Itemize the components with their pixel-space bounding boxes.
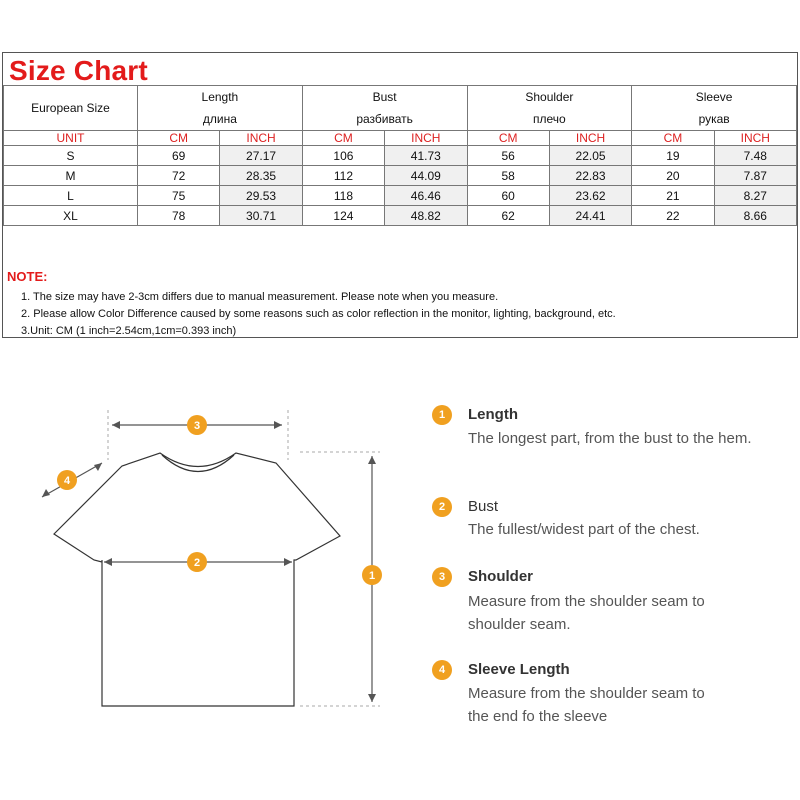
marker-2-label: 2 bbox=[193, 557, 201, 569]
table-row bbox=[4, 206, 797, 226]
unit-inch: INCH bbox=[385, 131, 467, 146]
value-cell: 48.82 bbox=[385, 206, 467, 226]
legend-desc: The longest part, from the bust to the hem. bbox=[468, 430, 752, 447]
badge-2: 2 bbox=[432, 497, 452, 517]
table-row bbox=[4, 146, 797, 166]
size-chart-panel bbox=[2, 52, 798, 338]
value-cell: 30.71 bbox=[220, 206, 302, 226]
size-cell: XL bbox=[4, 206, 138, 226]
arrowhead bbox=[112, 421, 120, 429]
unit-cm: CM bbox=[632, 131, 714, 146]
value-cell: 60 bbox=[467, 186, 549, 206]
value-cell: 58 bbox=[467, 166, 549, 186]
badge-3: 3 bbox=[432, 567, 452, 587]
value-cell: 8.66 bbox=[714, 206, 796, 226]
legend-title: Shoulder bbox=[468, 568, 534, 585]
marker-4-label: 4 bbox=[63, 475, 71, 487]
badge-1: 1 bbox=[432, 405, 452, 425]
marker-1-label: 1 bbox=[368, 570, 376, 582]
value-cell: 78 bbox=[138, 206, 220, 226]
header-length: Length длина bbox=[138, 86, 303, 131]
value-cell: 21 bbox=[632, 186, 714, 206]
value-cell: 8.27 bbox=[714, 186, 796, 206]
value-cell: 56 bbox=[467, 146, 549, 166]
value-cell: 19 bbox=[632, 146, 714, 166]
legend-title: Sleeve Length bbox=[468, 661, 570, 678]
value-cell: 29.53 bbox=[220, 186, 302, 206]
marker-3-label: 3 bbox=[193, 420, 201, 432]
value-cell: 69 bbox=[138, 146, 220, 166]
value-cell: 118 bbox=[302, 186, 384, 206]
legend-desc: Measure from the shoulder seam to the end fo the sleeve bbox=[468, 685, 705, 725]
legend-title: Bust bbox=[468, 498, 499, 515]
unit-label: UNIT bbox=[4, 131, 138, 146]
value-cell: 7.87 bbox=[714, 166, 796, 186]
value-cell: 106 bbox=[302, 146, 384, 166]
badge-4: 4 bbox=[432, 660, 452, 680]
legend-title: Length bbox=[468, 406, 518, 423]
value-cell: 44.09 bbox=[385, 166, 467, 186]
unit-inch: INCH bbox=[549, 131, 631, 146]
value-cell: 20 bbox=[632, 166, 714, 186]
notes-title: NOTE: bbox=[7, 269, 48, 284]
value-cell: 124 bbox=[302, 206, 384, 226]
header-shoulder: Shoulder плечо bbox=[467, 86, 632, 131]
unit-inch: INCH bbox=[220, 131, 302, 146]
header-sleeve: Sleeve рукав bbox=[632, 86, 797, 131]
note-line: 2. Please allow Color Difference caused by some reasons such as color reflection in the monitor, lighting, background, etc. bbox=[21, 308, 616, 320]
legend-desc: Measure from the shoulder seam to shoulder seam. bbox=[468, 593, 705, 633]
tshirt-outline bbox=[54, 453, 340, 706]
size-cell: M bbox=[4, 166, 138, 186]
value-cell: 41.73 bbox=[385, 146, 467, 166]
size-chart-title: Size Chart bbox=[9, 55, 148, 86]
header-bust: Bust разбивать bbox=[302, 86, 467, 131]
corner-header: European Size bbox=[4, 86, 138, 131]
value-cell: 7.48 bbox=[714, 146, 796, 166]
unit-cm: CM bbox=[467, 131, 549, 146]
value-cell: 46.46 bbox=[385, 186, 467, 206]
arrowhead bbox=[274, 421, 282, 429]
value-cell: 22.83 bbox=[549, 166, 631, 186]
value-cell: 24.41 bbox=[549, 206, 631, 226]
table-row bbox=[4, 166, 797, 186]
note-line: 1. The size may have 2-3cm differs due to manual measurement. Please note when you measure. bbox=[21, 291, 499, 303]
value-cell: 112 bbox=[302, 166, 384, 186]
arrowhead bbox=[368, 456, 376, 464]
unit-inch: INCH bbox=[714, 131, 796, 146]
value-cell: 22 bbox=[632, 206, 714, 226]
size-cell: S bbox=[4, 146, 138, 166]
unit-row bbox=[4, 131, 797, 146]
value-cell: 75 bbox=[138, 186, 220, 206]
arrowhead bbox=[368, 694, 376, 702]
value-cell: 72 bbox=[138, 166, 220, 186]
value-cell: 62 bbox=[467, 206, 549, 226]
size-table bbox=[3, 85, 797, 226]
table-header-row bbox=[4, 86, 797, 131]
table-row bbox=[4, 186, 797, 206]
unit-cm: CM bbox=[138, 131, 220, 146]
value-cell: 28.35 bbox=[220, 166, 302, 186]
value-cell: 22.05 bbox=[549, 146, 631, 166]
tshirt-diagram bbox=[0, 395, 400, 725]
legend-desc: The fullest/widest part of the chest. bbox=[468, 521, 700, 538]
value-cell: 23.62 bbox=[549, 186, 631, 206]
unit-cm: CM bbox=[302, 131, 384, 146]
size-cell: L bbox=[4, 186, 138, 206]
value-cell: 27.17 bbox=[220, 146, 302, 166]
note-line: 3.Unit: CM (1 inch=2.54cm,1cm=0.393 inch) bbox=[21, 325, 237, 337]
